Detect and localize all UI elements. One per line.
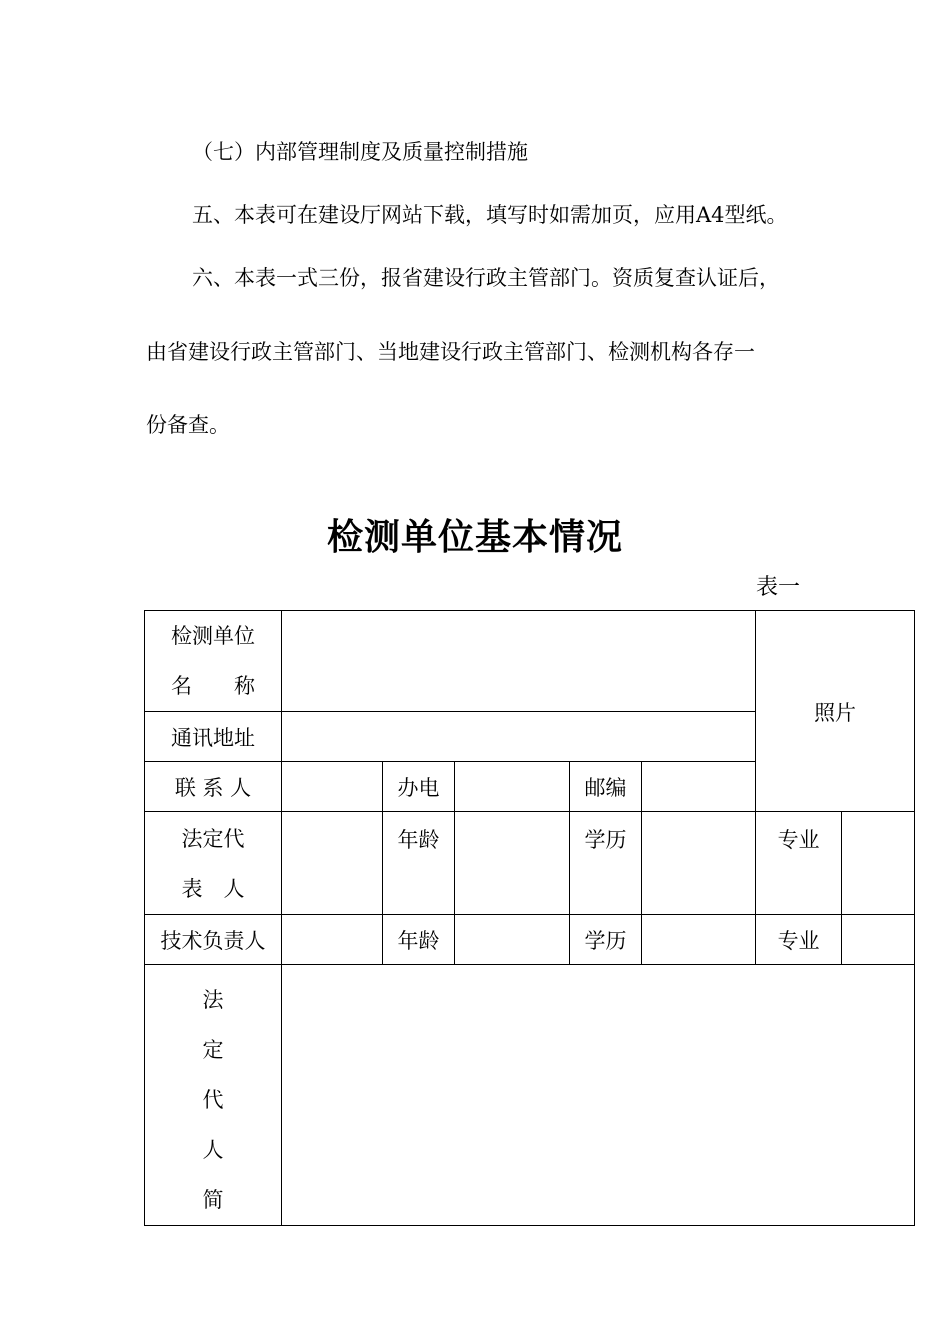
address-field[interactable] bbox=[282, 712, 756, 762]
basic-info-form bbox=[144, 610, 915, 1226]
photo-box[interactable] bbox=[756, 611, 915, 812]
office-phone-label: 办电 bbox=[383, 762, 455, 812]
legal-rep-bio-label: 法 定 代 人 简 bbox=[145, 965, 282, 1226]
office-phone-field[interactable] bbox=[455, 762, 570, 812]
legal-rep-age-field[interactable] bbox=[455, 812, 570, 915]
legal-rep-major-field[interactable] bbox=[842, 812, 915, 915]
tech-lead-major-label: 专业 bbox=[756, 915, 842, 965]
contact-field[interactable] bbox=[282, 762, 383, 812]
address-label: 通讯地址 bbox=[145, 712, 282, 762]
legal-rep-bio-field[interactable] bbox=[282, 965, 915, 1226]
page-title: 检测单位基本情况 bbox=[326, 517, 623, 558]
paragraph-item-7: （七）内部管理制度及质量控制措施 bbox=[192, 140, 528, 164]
tech-lead-field[interactable] bbox=[282, 915, 383, 965]
paragraph-item-6: 六、本表一式三份，报省建设行政主管部门。资质复查认证后， bbox=[192, 266, 780, 290]
tech-lead-age-label: 年龄 bbox=[383, 915, 455, 965]
legal-rep-field[interactable] bbox=[282, 812, 383, 915]
tech-lead-major-field[interactable] bbox=[842, 915, 915, 965]
contact-label: 联 系 人 bbox=[145, 762, 282, 812]
tech-lead-label: 技术负责人 bbox=[145, 915, 282, 965]
legal-rep-education-label: 学历 bbox=[570, 812, 642, 915]
legal-rep-label: 法定代 表 人 bbox=[145, 812, 282, 915]
unit-name-field[interactable] bbox=[282, 611, 756, 712]
tech-lead-education-label: 学历 bbox=[570, 915, 642, 965]
paragraph-item-5: 五、本表可在建设厅网站下载，填写时如需加页，应用A4型纸。 bbox=[192, 203, 788, 227]
photo-label: 照片 bbox=[814, 701, 857, 725]
legal-rep-age-label: 年龄 bbox=[383, 812, 455, 915]
table-number: 表一 bbox=[756, 575, 801, 600]
legal-rep-major-label: 专业 bbox=[756, 812, 842, 915]
tech-lead-education-field[interactable] bbox=[642, 915, 756, 965]
paragraph-item-6-end: 份备查。 bbox=[146, 413, 230, 437]
paragraph-item-6-cont: 由省建设行政主管部门、当地建设行政主管部门、检测机构各存一 bbox=[146, 340, 755, 364]
tech-lead-age-field[interactable] bbox=[455, 915, 570, 965]
postcode-field[interactable] bbox=[642, 762, 756, 812]
legal-rep-education-field[interactable] bbox=[642, 812, 756, 915]
unit-name-label: 检测单位 名 称 bbox=[145, 611, 282, 712]
postcode-label: 邮编 bbox=[570, 762, 642, 812]
